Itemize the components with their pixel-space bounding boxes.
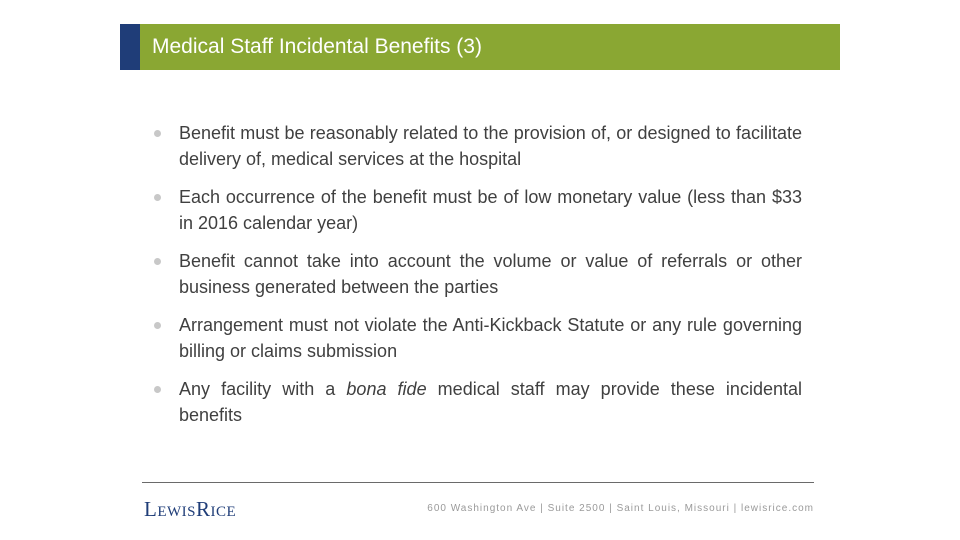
bullet-text: Benefit cannot take into account the volume or value of referrals or other business generated between the parties xyxy=(179,251,802,297)
bullet-item xyxy=(152,376,802,428)
bullet-dot-icon xyxy=(154,194,161,201)
title-accent xyxy=(120,24,140,70)
bullet-item xyxy=(152,248,802,300)
footer-divider xyxy=(142,482,814,483)
bullet-text-emphasis: bona fide xyxy=(346,379,427,399)
bullet-text-after: medical staff may provide these incidental benefits xyxy=(179,379,802,425)
bullet-item xyxy=(152,184,802,236)
bullet-text: Benefit must be reasonably related to the provision of, or designed to facilitate delivery of, medical services at the hospital xyxy=(179,123,802,169)
bullet-text-before: Any facility with a xyxy=(179,379,347,399)
slide-title: Medical Staff Incidental Benefits (3) xyxy=(152,35,482,58)
lewis-rice-logo xyxy=(144,497,236,522)
logo-second-rest: ICE xyxy=(210,504,237,520)
bullet-dot-icon xyxy=(154,130,161,137)
logo-first-rest: EWIS xyxy=(157,504,196,520)
logo-second-cap: R xyxy=(196,497,211,521)
bullet-dot-icon xyxy=(154,322,161,329)
bullet-dot-icon xyxy=(154,258,161,265)
bullet-text: Each occurrence of the benefit must be of low monetary value (less than $33 in 2016 calendar year) xyxy=(179,187,802,233)
bullet-item xyxy=(152,312,802,364)
bullet-item xyxy=(152,120,802,172)
bullet-list xyxy=(152,120,802,440)
bullet-dot-icon xyxy=(154,386,161,393)
bullet-text: Arrangement must not violate the Anti-Kickback Statute or any rule governing billing or claims submission xyxy=(179,315,802,361)
footer-address: 600 Washington Ave | Suite 2500 | Saint Louis, Missouri | lewisrice.com xyxy=(427,503,814,514)
title-bar xyxy=(120,24,840,70)
logo-first-cap: L xyxy=(144,497,158,521)
